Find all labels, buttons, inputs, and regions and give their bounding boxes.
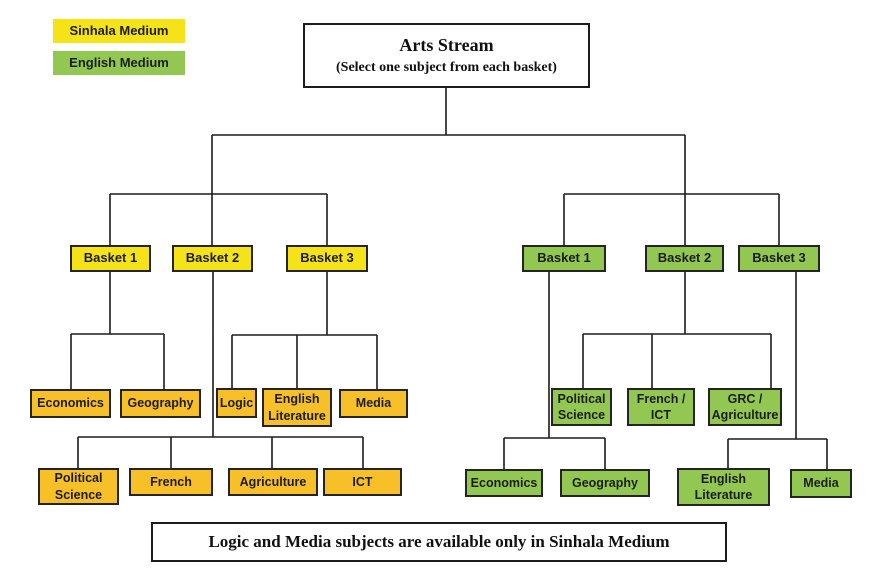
- legend-sinhala-medium: Sinhala Medium: [53, 19, 185, 43]
- sinhala-subject-logic: Logic: [216, 388, 257, 418]
- sinhala-basket-3: Basket 3: [286, 245, 368, 272]
- root-node-arts-stream: [303, 23, 590, 88]
- diagram-subtitle: (Select one subject from each basket): [336, 60, 557, 75]
- sinhala-basket-2: Basket 2: [172, 245, 253, 272]
- english-subject-french-ict: French / ICT: [627, 388, 695, 426]
- english-subtree-connectors: [504, 272, 827, 469]
- english-basket-1: Basket 1: [522, 245, 606, 272]
- legend-english-medium: English Medium: [53, 51, 185, 75]
- sinhala-subject-french: French: [129, 468, 213, 496]
- sinhala-subject-agriculture: Agriculture: [228, 468, 318, 496]
- english-subject-geography: Geography: [560, 469, 650, 497]
- sinhala-subtree-connectors: [71, 272, 377, 468]
- sinhala-subject-geography: Geography: [120, 389, 201, 418]
- english-subject-media: Media: [790, 469, 852, 498]
- sinhala-basket-1: Basket 1: [70, 245, 151, 272]
- english-subject-political-science: Political Science: [551, 388, 612, 426]
- sinhala-subject-english-literature: English Literature: [262, 388, 332, 427]
- sinhala-subject-political-science: Political Science: [38, 468, 119, 505]
- english-subject-english-literature: English Literature: [677, 468, 770, 506]
- sinhala-subject-ict: ICT: [323, 468, 402, 496]
- english-basket-2: Basket 2: [645, 245, 724, 272]
- diagram-title: Arts Stream: [399, 35, 494, 55]
- sinhala-subject-economics: Economics: [30, 389, 111, 418]
- english-subject-grc-agriculture: GRC / Agriculture: [708, 388, 782, 426]
- note-banner: Logic and Media subjects are available only in Sinhala Medium: [151, 522, 727, 562]
- root-to-baskets-connectors: [110, 88, 779, 245]
- english-subject-economics: Economics: [465, 469, 543, 497]
- sinhala-subject-media: Media: [339, 389, 408, 418]
- english-basket-3: Basket 3: [738, 245, 820, 272]
